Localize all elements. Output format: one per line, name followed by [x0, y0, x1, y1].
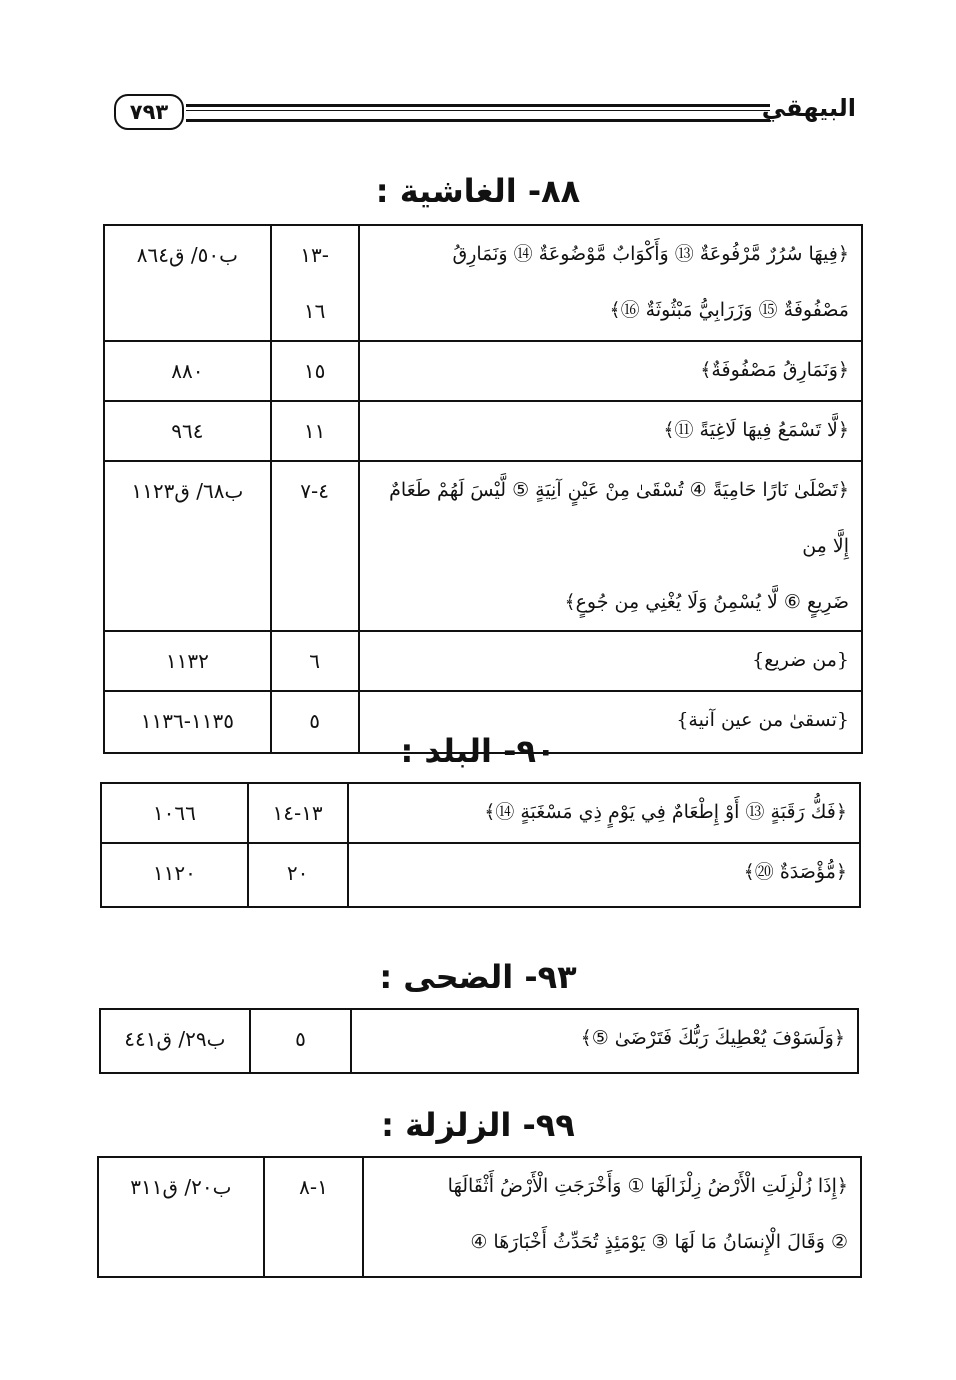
verse-line: ضَرِيعٍ ⑥ لَّا يُسْمِنُ وَلَا يُغْنِي مِن جُوعٍ﴾ [564, 591, 849, 613]
ayah-number-cell: ٦ [271, 631, 359, 691]
page-number: ٧٩٣ [114, 94, 184, 130]
table-row [101, 783, 860, 843]
ayah-number-cell: ٢٠ [248, 843, 348, 907]
verse-line: ﴿وَنَمَارِقُ مَصْفُوفَةٌ﴾ [700, 359, 849, 381]
verse-line: {من ضريع} [752, 649, 849, 671]
table-row [104, 341, 862, 401]
verse-line: ﴿لَّا تَسْمَعُ فِيهَا لَاغِيَةً ⑪﴾ [663, 419, 849, 441]
verse-line: ② وَقَالَ الْإِنسَانُ مَا لَهَا ③ يَوْمَئِذٍ تُحَدِّثُ أَخْبَارَهَا ④ [470, 1231, 848, 1253]
reference-cell: ب٢٩/ ق٤٤١ [100, 1009, 250, 1073]
verse-table [100, 782, 861, 908]
table-row [104, 631, 862, 691]
reference-cell: ١١٢٠ [101, 843, 248, 907]
verse-line: ﴿مُّؤْصَدَةٌ ⑳﴾ [743, 861, 847, 883]
ayah-number-cell: ١١ [271, 401, 359, 461]
ayah-number-cell: ٥ [250, 1009, 352, 1073]
verse-cell [363, 1157, 861, 1277]
verse-cell [348, 843, 861, 907]
verse-cell [359, 401, 862, 461]
table-row [100, 1009, 858, 1073]
section-title: ٨٨- الغاشية : [375, 172, 581, 210]
reference-cell: ٩٦٤ [104, 401, 271, 461]
verse-cell [351, 1009, 858, 1073]
ayah-number-cell: ٤-٧ [271, 461, 359, 631]
verse-table [103, 224, 863, 754]
section-title: ٩٣- الضحى : [379, 958, 577, 996]
ayah-number-cell: ١-٨ [264, 1157, 364, 1277]
verse-cell [348, 783, 861, 843]
header-rule [186, 104, 770, 122]
table-row [104, 401, 862, 461]
table-row [101, 843, 860, 907]
table-row [104, 461, 862, 631]
verse-line: ﴿تَصْلَىٰ نَارًا حَامِيَةً ④ تُسْقَىٰ مِنْ عَيْنٍ آنِيَةٍ ⑤ لَّيْسَ لَهُمْ طَعَامٌ إِلَّا مِن [389, 479, 849, 557]
reference-cell: ١١٣٢ [104, 631, 271, 691]
reference-cell: ١١٣٥-١١٣٦ [104, 691, 271, 753]
section-title: ٩٠- البلد : [400, 732, 556, 770]
page-header [110, 88, 856, 134]
book-title: البيهقي [761, 94, 856, 122]
verse-cell [359, 631, 862, 691]
verse-table [99, 1008, 859, 1074]
reference-cell: ب٦٨/ ق١١٢٣ [104, 461, 271, 631]
reference-cell: ب٥٠/ ق٨٦٤ [104, 225, 271, 341]
verse-table [97, 1156, 862, 1278]
reference-cell: ٨٨٠ [104, 341, 271, 401]
ayah-number: -١٣ [300, 243, 329, 267]
section-title: ٩٩- الزلزلة : [381, 1106, 575, 1144]
ayah-number-cell: ٥ [271, 691, 359, 753]
ayah-number-cell [271, 225, 359, 341]
verse-cell [359, 225, 862, 341]
table-row [98, 1157, 861, 1277]
verse-cell [359, 341, 862, 401]
verse-line: ﴿وَلَسَوْفَ يُعْطِيكَ رَبُّكَ فَتَرْضَىٰ ⑤﴾ [580, 1027, 845, 1049]
verse-cell [359, 461, 862, 631]
reference-cell: ب٢٠/ ق٣١١ [98, 1157, 264, 1277]
verse-line: ﴿إِذَا زُلْزِلَتِ الْأَرْضُ زِلْزَالَهَا ① وَأَخْرَجَتِ الْأَرْضُ أَثْقَالَهَا [447, 1175, 848, 1197]
verse-line: ﴿فَكُّ رَقَبَةٍ ⑬ أَوْ إِطْعَامٌ فِي يَوْمٍ ذِي مَسْغَبَةٍ ⑭﴾ [484, 801, 847, 823]
verse-line: مَصْفُوفَةٌ ⑮ وَزَرَابِيُّ مَبْثُوثَةٌ ⑯﴾ [609, 299, 849, 321]
verse-line: ﴿فِيهَا سُرُرٌ مَّرْفُوعَةٌ ⑬ وَأَكْوَابٌ مَّوْضُوعَةٌ ⑭ وَنَمَارِقُ [452, 243, 849, 265]
ayah-number: ١٦ [303, 299, 326, 323]
ayah-number-cell: ١٣-١٤ [248, 783, 348, 843]
reference-cell: ١٠٦٦ [101, 783, 248, 843]
verse-line: {تسقىٰ من عين آنية} [676, 709, 849, 731]
ayah-number-cell: ١٥ [271, 341, 359, 401]
table-row [104, 225, 862, 341]
